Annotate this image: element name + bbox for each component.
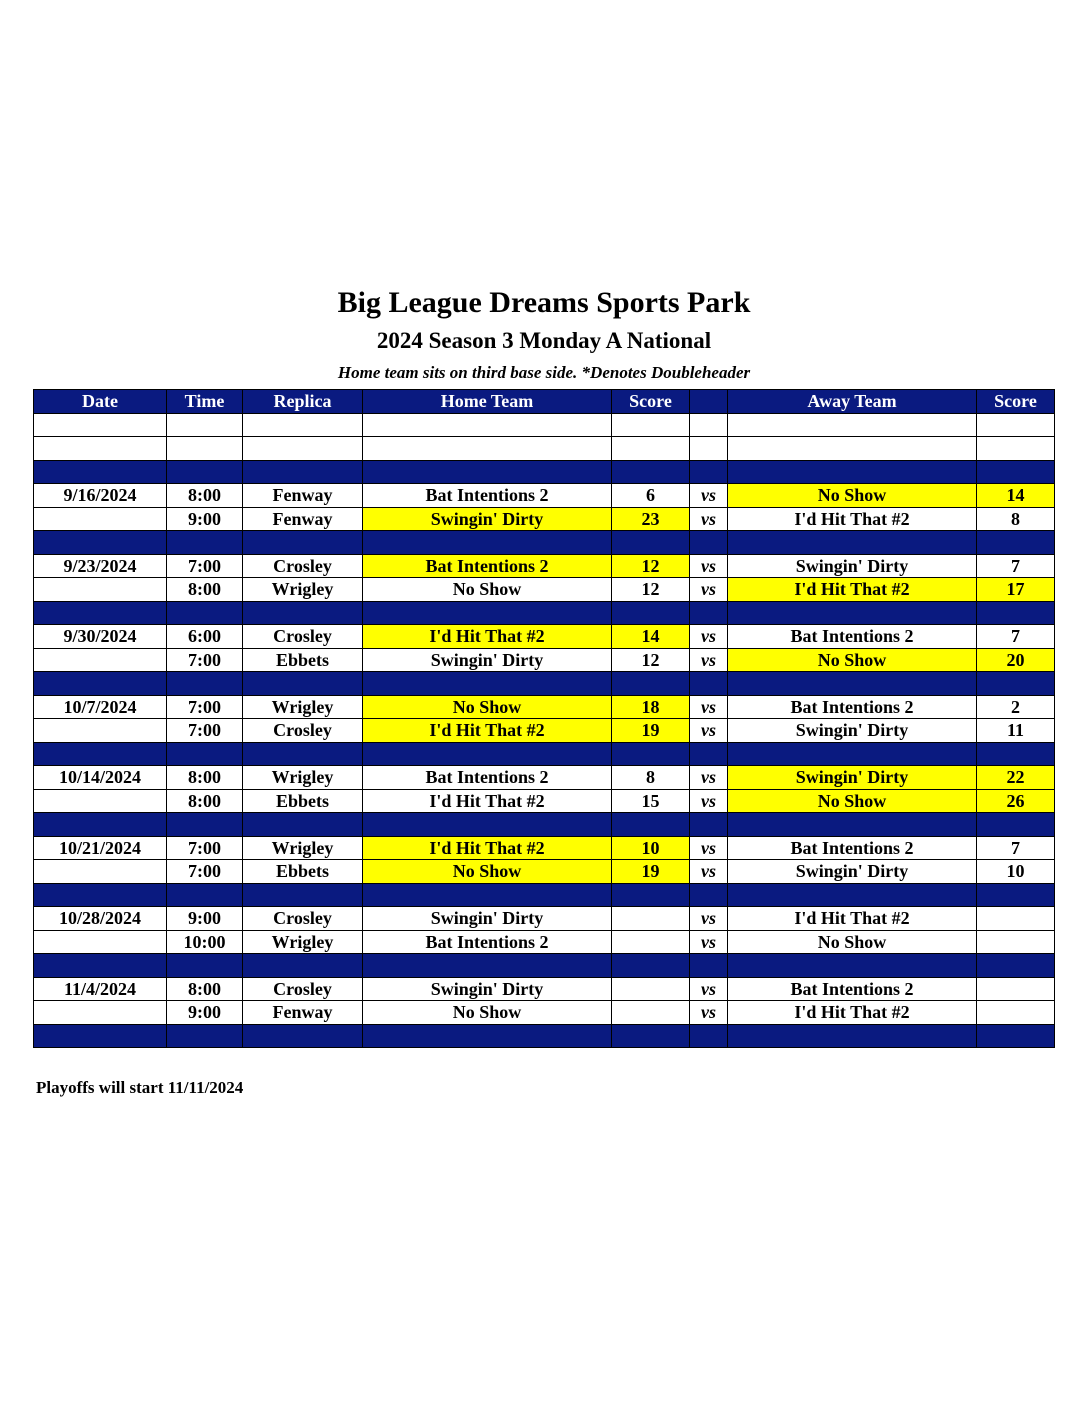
vs-cell: vs xyxy=(690,648,728,672)
separator-cell xyxy=(363,460,612,484)
separator-cell xyxy=(363,601,612,625)
vs-cell: vs xyxy=(690,625,728,649)
schedule-body xyxy=(34,413,1055,1048)
game-row xyxy=(34,930,1055,954)
separator-cell xyxy=(977,672,1055,696)
separator-cell xyxy=(977,460,1055,484)
separator-cell xyxy=(243,1024,363,1048)
separator-cell xyxy=(612,531,690,555)
separator-cell xyxy=(167,531,243,555)
home-score-cell xyxy=(612,1001,690,1025)
game-row xyxy=(34,1001,1055,1025)
separator-cell xyxy=(34,672,167,696)
replica-cell: Ebbets xyxy=(243,789,363,813)
home-team-cell: No Show xyxy=(363,695,612,719)
date-cell: 9/30/2024 xyxy=(34,625,167,649)
away-score-cell: 2 xyxy=(977,695,1055,719)
game-row xyxy=(34,578,1055,602)
separator-cell xyxy=(690,672,728,696)
home-score-cell: 18 xyxy=(612,695,690,719)
vs-cell: vs xyxy=(690,695,728,719)
time-cell: 8:00 xyxy=(167,578,243,602)
separator-cell xyxy=(167,883,243,907)
blank-cell xyxy=(167,413,243,437)
away-score-cell xyxy=(977,907,1055,931)
date-cell xyxy=(34,1001,167,1025)
home-score-cell: 19 xyxy=(612,860,690,884)
game-row xyxy=(34,695,1055,719)
vs-cell: vs xyxy=(690,507,728,531)
separator-cell xyxy=(977,813,1055,837)
time-cell: 9:00 xyxy=(167,907,243,931)
separator-cell xyxy=(167,742,243,766)
replica-cell: Ebbets xyxy=(243,860,363,884)
separator-cell xyxy=(363,531,612,555)
replica-cell: Fenway xyxy=(243,484,363,508)
blank-cell xyxy=(612,413,690,437)
vs-cell: vs xyxy=(690,554,728,578)
separator-cell xyxy=(243,813,363,837)
column-header-time: Time xyxy=(167,390,243,414)
date-cell: 10/28/2024 xyxy=(34,907,167,931)
separator-cell xyxy=(363,954,612,978)
away-team-cell: I'd Hit That #2 xyxy=(728,1001,977,1025)
separator-cell xyxy=(167,460,243,484)
date-cell xyxy=(34,930,167,954)
away-team-cell: Bat Intentions 2 xyxy=(728,625,977,649)
away-team-cell: No Show xyxy=(728,648,977,672)
blank-cell xyxy=(977,413,1055,437)
home-team-cell: No Show xyxy=(363,860,612,884)
separator-row xyxy=(34,531,1055,555)
away-score-cell: 11 xyxy=(977,719,1055,743)
separator-cell xyxy=(243,742,363,766)
separator-cell xyxy=(34,1024,167,1048)
vs-cell: vs xyxy=(690,766,728,790)
separator-cell xyxy=(34,813,167,837)
home-team-cell: Bat Intentions 2 xyxy=(363,930,612,954)
time-cell: 10:00 xyxy=(167,930,243,954)
away-score-cell: 7 xyxy=(977,836,1055,860)
game-row xyxy=(34,484,1055,508)
separator-cell xyxy=(690,601,728,625)
column-header-away-score: Score xyxy=(977,390,1055,414)
separator-row xyxy=(34,742,1055,766)
time-cell: 8:00 xyxy=(167,766,243,790)
game-row xyxy=(34,719,1055,743)
separator-cell xyxy=(167,954,243,978)
blank-cell xyxy=(690,437,728,461)
blank-cell xyxy=(363,437,612,461)
date-cell: 11/4/2024 xyxy=(34,977,167,1001)
schedule-table xyxy=(33,389,1055,1048)
separator-cell xyxy=(728,531,977,555)
page-title: Big League Dreams Sports Park xyxy=(337,286,751,319)
separator-cell xyxy=(243,672,363,696)
blank-cell xyxy=(243,413,363,437)
separator-cell xyxy=(243,531,363,555)
playoffs-note: Playoffs will start 11/11/2024 xyxy=(36,1078,244,1097)
home-score-cell: 19 xyxy=(612,719,690,743)
home-team-cell: Bat Intentions 2 xyxy=(363,766,612,790)
separator-cell xyxy=(690,1024,728,1048)
home-score-cell: 23 xyxy=(612,507,690,531)
date-cell: 10/21/2024 xyxy=(34,836,167,860)
away-score-cell xyxy=(977,930,1055,954)
vs-cell: vs xyxy=(690,578,728,602)
away-team-cell: No Show xyxy=(728,789,977,813)
vs-cell: vs xyxy=(690,1001,728,1025)
time-cell: 6:00 xyxy=(167,625,243,649)
away-score-cell: 17 xyxy=(977,578,1055,602)
separator-cell xyxy=(977,954,1055,978)
separator-cell xyxy=(728,742,977,766)
vs-cell: vs xyxy=(690,977,728,1001)
home-team-cell: I'd Hit That #2 xyxy=(363,625,612,649)
separator-row xyxy=(34,601,1055,625)
separator-row xyxy=(34,460,1055,484)
separator-row xyxy=(34,672,1055,696)
blank-row xyxy=(34,413,1055,437)
separator-cell xyxy=(363,813,612,837)
game-row xyxy=(34,507,1055,531)
home-team-cell: Swingin' Dirty xyxy=(363,907,612,931)
away-team-cell: Swingin' Dirty xyxy=(728,719,977,743)
home-score-cell: 10 xyxy=(612,836,690,860)
home-team-cell: I'd Hit That #2 xyxy=(363,789,612,813)
date-cell: 10/14/2024 xyxy=(34,766,167,790)
blank-cell xyxy=(34,437,167,461)
date-cell xyxy=(34,648,167,672)
date-cell: 10/7/2024 xyxy=(34,695,167,719)
vs-cell: vs xyxy=(690,836,728,860)
schedule-note: Home team sits on third base side. *Denotes Doubleheader xyxy=(337,363,751,382)
away-team-cell: Swingin' Dirty xyxy=(728,860,977,884)
blank-cell xyxy=(363,413,612,437)
replica-cell: Wrigley xyxy=(243,836,363,860)
home-team-cell: Swingin' Dirty xyxy=(363,977,612,1001)
game-row xyxy=(34,554,1055,578)
replica-cell: Wrigley xyxy=(243,695,363,719)
separator-row xyxy=(34,883,1055,907)
separator-cell xyxy=(612,460,690,484)
time-cell: 8:00 xyxy=(167,977,243,1001)
time-cell: 8:00 xyxy=(167,789,243,813)
separator-cell xyxy=(690,460,728,484)
away-score-cell: 20 xyxy=(977,648,1055,672)
separator-cell xyxy=(243,601,363,625)
game-row xyxy=(34,860,1055,884)
separator-row xyxy=(34,813,1055,837)
time-cell: 7:00 xyxy=(167,554,243,578)
game-row xyxy=(34,836,1055,860)
separator-cell xyxy=(34,460,167,484)
home-score-cell xyxy=(612,907,690,931)
away-team-cell: Bat Intentions 2 xyxy=(728,836,977,860)
home-score-cell: 14 xyxy=(612,625,690,649)
separator-cell xyxy=(243,883,363,907)
game-row xyxy=(34,977,1055,1001)
vs-cell: vs xyxy=(690,719,728,743)
separator-row xyxy=(34,954,1055,978)
separator-cell xyxy=(363,672,612,696)
date-cell xyxy=(34,507,167,531)
separator-cell xyxy=(977,531,1055,555)
separator-cell xyxy=(363,1024,612,1048)
replica-cell: Crosley xyxy=(243,625,363,649)
blank-row xyxy=(34,437,1055,461)
replica-cell: Crosley xyxy=(243,907,363,931)
separator-cell xyxy=(977,742,1055,766)
separator-cell xyxy=(728,1024,977,1048)
separator-cell xyxy=(612,742,690,766)
home-score-cell: 12 xyxy=(612,578,690,602)
page-subtitle: 2024 Season 3 Monday A National xyxy=(376,328,712,353)
game-row xyxy=(34,625,1055,649)
blank-cell xyxy=(167,437,243,461)
blank-cell xyxy=(612,437,690,461)
time-cell: 9:00 xyxy=(167,1001,243,1025)
separator-cell xyxy=(728,460,977,484)
column-header-replica: Replica xyxy=(243,390,363,414)
home-team-cell: I'd Hit That #2 xyxy=(363,836,612,860)
separator-cell xyxy=(612,813,690,837)
home-score-cell: 12 xyxy=(612,648,690,672)
separator-cell xyxy=(690,813,728,837)
away-score-cell: 7 xyxy=(977,554,1055,578)
column-header-away-team: Away Team xyxy=(728,390,977,414)
away-score-cell: 22 xyxy=(977,766,1055,790)
separator-cell xyxy=(167,672,243,696)
time-cell: 7:00 xyxy=(167,695,243,719)
time-cell: 7:00 xyxy=(167,836,243,860)
away-team-cell: No Show xyxy=(728,930,977,954)
home-score-cell: 15 xyxy=(612,789,690,813)
separator-cell xyxy=(977,1024,1055,1048)
header-row xyxy=(34,390,1055,414)
vs-cell: vs xyxy=(690,860,728,884)
game-row xyxy=(34,789,1055,813)
home-score-cell: 8 xyxy=(612,766,690,790)
home-team-cell: No Show xyxy=(363,1001,612,1025)
vs-cell: vs xyxy=(690,930,728,954)
separator-cell xyxy=(728,601,977,625)
separator-cell xyxy=(167,813,243,837)
time-cell: 7:00 xyxy=(167,860,243,884)
home-score-cell xyxy=(612,930,690,954)
replica-cell: Ebbets xyxy=(243,648,363,672)
home-score-cell: 6 xyxy=(612,484,690,508)
column-header-vs xyxy=(690,390,728,414)
vs-cell: vs xyxy=(690,484,728,508)
separator-cell xyxy=(34,954,167,978)
separator-row xyxy=(34,1024,1055,1048)
date-cell: 9/16/2024 xyxy=(34,484,167,508)
blank-cell xyxy=(34,413,167,437)
separator-cell xyxy=(690,954,728,978)
column-header-home-score: Score xyxy=(612,390,690,414)
separator-cell xyxy=(690,742,728,766)
away-score-cell: 8 xyxy=(977,507,1055,531)
separator-cell xyxy=(977,883,1055,907)
vs-cell: vs xyxy=(690,789,728,813)
separator-cell xyxy=(167,601,243,625)
home-team-cell: Swingin' Dirty xyxy=(363,648,612,672)
date-cell xyxy=(34,789,167,813)
home-team-cell: No Show xyxy=(363,578,612,602)
separator-cell xyxy=(612,883,690,907)
away-team-cell: Swingin' Dirty xyxy=(728,766,977,790)
away-score-cell: 26 xyxy=(977,789,1055,813)
replica-cell: Wrigley xyxy=(243,930,363,954)
separator-cell xyxy=(243,460,363,484)
away-score-cell xyxy=(977,1001,1055,1025)
separator-cell xyxy=(690,883,728,907)
home-score-cell xyxy=(612,977,690,1001)
vs-cell: vs xyxy=(690,907,728,931)
time-cell: 8:00 xyxy=(167,484,243,508)
home-team-cell: Bat Intentions 2 xyxy=(363,554,612,578)
away-team-cell: I'd Hit That #2 xyxy=(728,507,977,531)
date-cell xyxy=(34,719,167,743)
game-row xyxy=(34,907,1055,931)
replica-cell: Crosley xyxy=(243,977,363,1001)
separator-cell xyxy=(612,1024,690,1048)
time-cell: 9:00 xyxy=(167,507,243,531)
away-team-cell: Swingin' Dirty xyxy=(728,554,977,578)
away-score-cell xyxy=(977,977,1055,1001)
separator-cell xyxy=(34,531,167,555)
separator-cell xyxy=(167,1024,243,1048)
away-team-cell: No Show xyxy=(728,484,977,508)
separator-cell xyxy=(612,601,690,625)
column-header-date: Date xyxy=(34,390,167,414)
date-cell: 9/23/2024 xyxy=(34,554,167,578)
separator-cell xyxy=(363,742,612,766)
separator-cell xyxy=(728,954,977,978)
home-team-cell: Swingin' Dirty xyxy=(363,507,612,531)
blank-cell xyxy=(728,413,977,437)
time-cell: 7:00 xyxy=(167,719,243,743)
home-score-cell: 12 xyxy=(612,554,690,578)
separator-cell xyxy=(34,601,167,625)
separator-cell xyxy=(728,672,977,696)
column-header-home-team: Home Team xyxy=(363,390,612,414)
away-team-cell: I'd Hit That #2 xyxy=(728,578,977,602)
away-score-cell: 7 xyxy=(977,625,1055,649)
away-score-cell: 14 xyxy=(977,484,1055,508)
separator-cell xyxy=(363,883,612,907)
away-team-cell: Bat Intentions 2 xyxy=(728,977,977,1001)
home-team-cell: I'd Hit That #2 xyxy=(363,719,612,743)
date-cell xyxy=(34,860,167,884)
replica-cell: Wrigley xyxy=(243,578,363,602)
separator-cell xyxy=(690,531,728,555)
away-team-cell: I'd Hit That #2 xyxy=(728,907,977,931)
away-team-cell: Bat Intentions 2 xyxy=(728,695,977,719)
blank-cell xyxy=(243,437,363,461)
away-score-cell: 10 xyxy=(977,860,1055,884)
separator-cell xyxy=(34,883,167,907)
separator-cell xyxy=(34,742,167,766)
separator-cell xyxy=(243,954,363,978)
game-row xyxy=(34,648,1055,672)
blank-cell xyxy=(728,437,977,461)
separator-cell xyxy=(612,672,690,696)
blank-cell xyxy=(977,437,1055,461)
game-row xyxy=(34,766,1055,790)
separator-cell xyxy=(728,813,977,837)
time-cell: 7:00 xyxy=(167,648,243,672)
replica-cell: Crosley xyxy=(243,719,363,743)
home-team-cell: Bat Intentions 2 xyxy=(363,484,612,508)
blank-cell xyxy=(690,413,728,437)
replica-cell: Fenway xyxy=(243,1001,363,1025)
replica-cell: Crosley xyxy=(243,554,363,578)
replica-cell: Wrigley xyxy=(243,766,363,790)
separator-cell xyxy=(977,601,1055,625)
separator-cell xyxy=(728,883,977,907)
separator-cell xyxy=(612,954,690,978)
replica-cell: Fenway xyxy=(243,507,363,531)
date-cell xyxy=(34,578,167,602)
